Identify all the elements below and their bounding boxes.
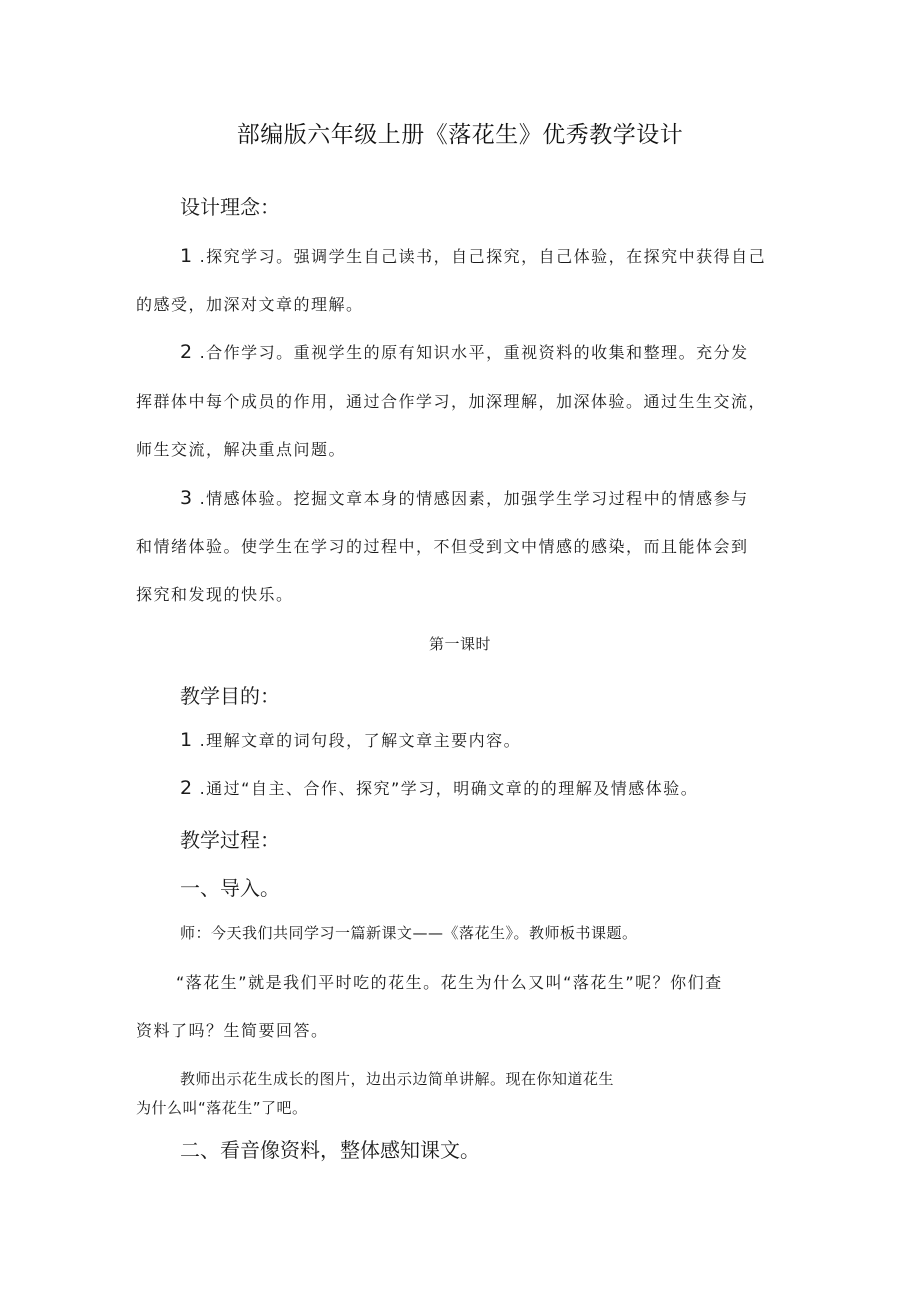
process-heading: 教学过程： <box>180 828 280 852</box>
picture-line-2: 为什么叫“落花生”了吧。 <box>136 1099 308 1117</box>
principle-3-line-2: 和情绪体验。使学生在学习的过程中，不但受到文中情感的感染，而且能体会到 <box>136 537 749 556</box>
principle-3-text: .情感体验。挖掘文章本身的情感因素，加强学生学习过程中的情感参与 <box>199 489 749 508</box>
goal-1-number: 1 <box>180 729 194 751</box>
principle-1-number: 1 <box>180 245 194 267</box>
goal-2 <box>180 776 698 799</box>
teacher-line: 师：今天我们共同学习一篇新课文——《落花生》。教师板书课题。 <box>180 924 638 942</box>
principle-2-line-3: 师生交流，解决重点问题。 <box>136 440 347 459</box>
principle-1-line-1 <box>180 244 766 267</box>
goal-2-text: .通过“自主、合作、探究”学习，明确文章的的理解及情感体验。 <box>199 779 699 798</box>
step-2-heading: 二、看音像资料，整体感知课文。 <box>180 1138 480 1162</box>
peanut-line-1: “落花生”就是我们平时吃的花生。花生为什么又叫“落花生”呢？你们查 <box>176 973 723 992</box>
principle-2-number: 2 <box>180 341 194 363</box>
principle-3-number: 3 <box>180 487 194 509</box>
principle-3-line-3: 探究和发现的快乐。 <box>136 585 294 604</box>
goal-2-number: 2 <box>180 777 194 799</box>
document-title: 部编版六年级上册《落花生》优秀教学设计 <box>236 122 684 148</box>
goal-1-text: .理解文章的词句段，了解文章主要内容。 <box>199 731 522 750</box>
lesson-label: 第一课时 <box>428 635 491 653</box>
picture-line-1: 教师出示花生成长的图片，边出示边简单讲解。现在你知道花生 <box>180 1070 615 1088</box>
step-1-heading: 一、导入。 <box>180 876 280 900</box>
principle-1-line-2: 的感受，加深对文章的理解。 <box>136 295 364 314</box>
principle-1-text: .探究学习。强调学生自己读书，自己探究，自己体验，在探究中获得自己 <box>199 247 767 266</box>
peanut-line-2: 资料了吗？生简要回答。 <box>136 1021 329 1040</box>
goals-heading: 教学目的： <box>180 684 280 708</box>
principle-2-line-1 <box>180 340 749 363</box>
principle-2-line-2: 挥群体中每个成员的作用，通过合作学习，加深理解，加深体验。通过生生交流， <box>136 392 767 411</box>
design-heading: 设计理念： <box>180 195 280 219</box>
principle-3-line-1 <box>180 486 749 509</box>
goal-1 <box>180 728 521 751</box>
principle-2-text: .合作学习。重视学生的原有知识水平，重视资料的收集和整理。充分发 <box>199 343 749 362</box>
